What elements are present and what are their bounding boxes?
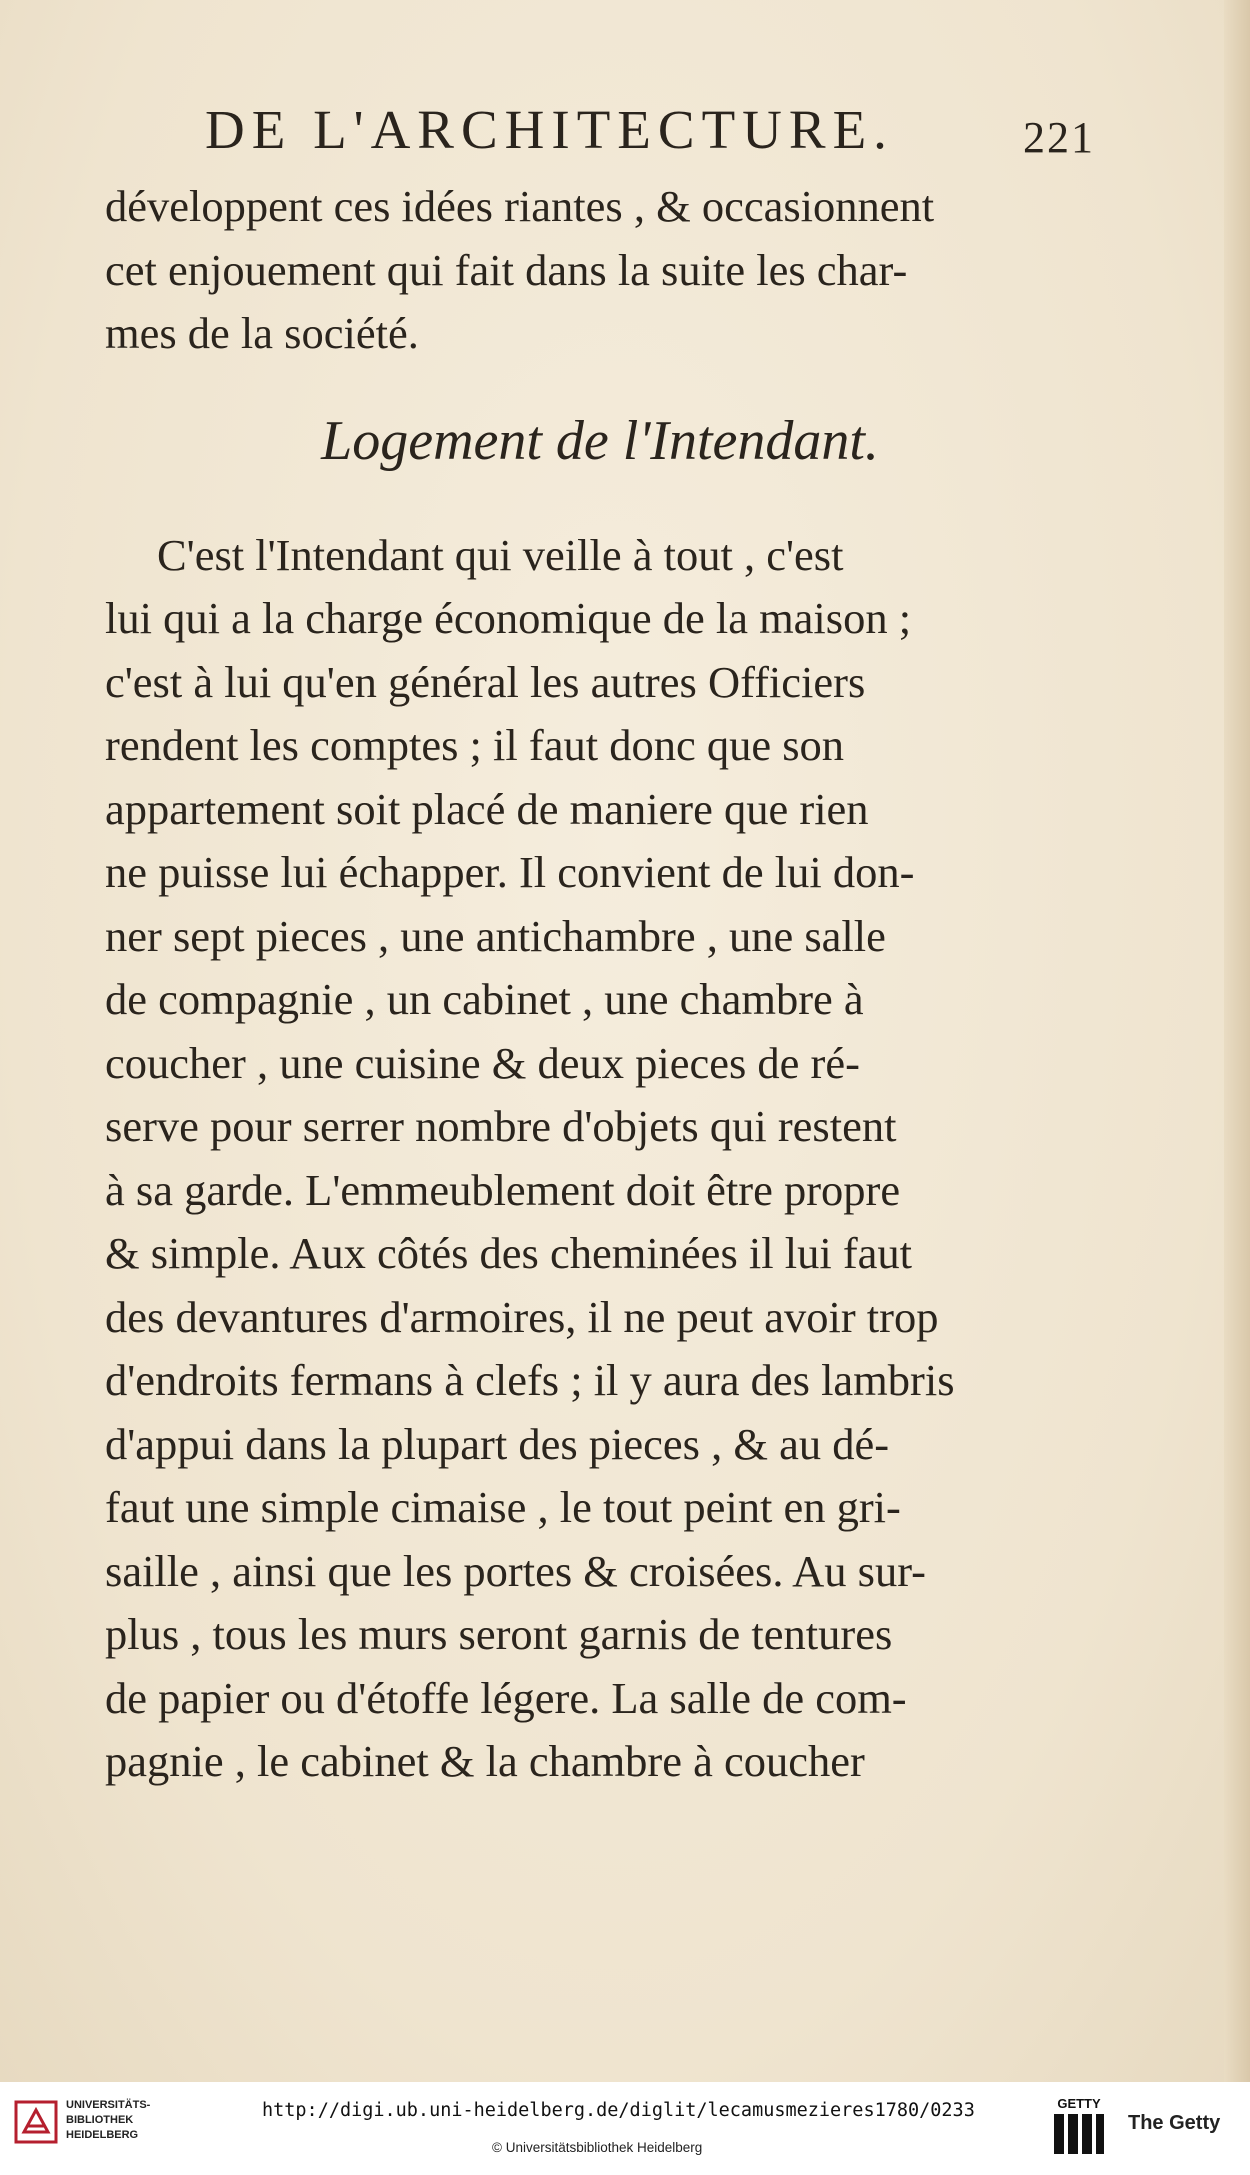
text-line: développent ces idées riantes , & occasionnent (105, 181, 935, 231)
library-name (66, 2098, 150, 2143)
text-line: mes de la société. (105, 308, 419, 358)
heidelberg-library-logo-icon (14, 2100, 58, 2144)
paragraph-intendant (105, 524, 1065, 1794)
page-text-block (105, 95, 1095, 1794)
text-line: d'appui dans la plupart des pieces , & au dé- (105, 1418, 890, 1469)
text-line: faut une simple cimaise , le tout peint en gri- (105, 1482, 901, 1532)
text-line: pagnie , le cabinet & la chambre à coucher (105, 1736, 865, 1786)
text-line: saille , ainsi que les portes & croisées. Au sur- (105, 1545, 926, 1596)
library-name-line: BIBLIOTHEK (66, 2114, 134, 2126)
text-line: ne puisse lui échapper. Il convient de lui don- (105, 847, 915, 897)
text-line: serve pour serrer nombre d'objets qui restent (105, 1101, 897, 1151)
text-line: lui qui a la charge économique de la maison ; (105, 593, 912, 643)
library-name-line: HEIDELBERG (66, 2129, 139, 2141)
text-line: C'est l'Intendant qui veille à tout , c'est (157, 529, 844, 580)
text-line: à sa garde. L'emmeublement doit être propre (105, 1164, 901, 1215)
text-line: de compagnie , un cabinet , une chambre à (105, 974, 864, 1024)
text-line: des devantures d'armoires, il ne peut avoir trop (105, 1291, 939, 1342)
getty-logo-letters: GETTY (1057, 2096, 1101, 2111)
text-line: coucher , une cuisine & deux pieces de ré- (105, 1037, 860, 1088)
text-line: cet enjouement qui fait dans la suite les char- (105, 244, 908, 295)
copyright-notice: © Universitätsbibliothek Heidelberg (492, 2140, 703, 2155)
paragraph-continued (105, 175, 1065, 366)
text-line: ner sept pieces , une antichambre , une salle (105, 910, 886, 961)
text-line: d'endroits fermans à clefs ; il y aura des lambris (105, 1355, 955, 1405)
running-head (105, 95, 1095, 165)
page-number: 221 (1023, 113, 1095, 162)
digitization-footer (0, 2082, 1250, 2175)
page-gutter (1224, 0, 1250, 2082)
text-line: de papier ou d'étoffe légere. La salle de com- (105, 1672, 907, 1723)
permalink-url[interactable]: http://digi.ub.uni-heidelberg.de/diglit/lecamusmezieres1780/0233 (262, 2100, 975, 2121)
running-head-title: DE L'ARCHITECTURE. (205, 99, 894, 160)
library-name-line: UNIVERSITÄTS- (66, 2099, 151, 2111)
text-line: rendent les comptes ; il faut donc que son (105, 720, 845, 770)
text-line: plus , tous les murs seront garnis de tentures (105, 1609, 893, 1659)
getty-logo-icon (1050, 2094, 1108, 2158)
text-line: & simple. Aux côtés des cheminées il lui faut (105, 1228, 913, 1278)
section-heading: Logement de l'Intendant. (321, 409, 879, 472)
partner-name: The Getty (1128, 2112, 1221, 2134)
text-line: appartement soit placé de maniere que rien (105, 783, 869, 834)
text-line: c'est à lui qu'en général les autres Officiers (105, 656, 866, 707)
